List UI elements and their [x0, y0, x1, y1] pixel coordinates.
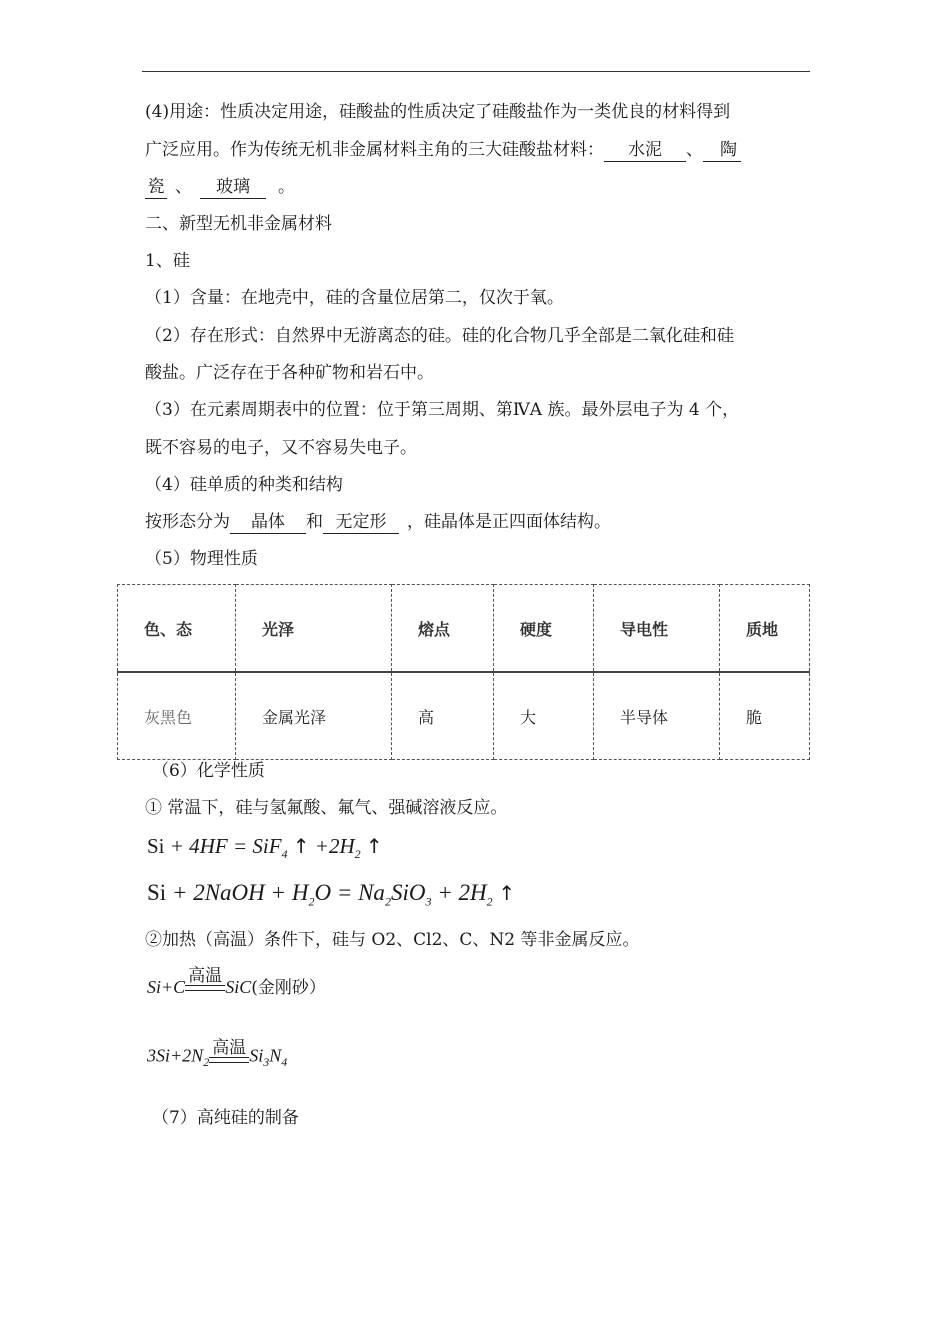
item-content: （1）含量：在地壳中，硅的含量位居第二，仅次于氧。: [145, 288, 564, 308]
condition-label: 高温: [188, 966, 223, 986]
allotropes-prefix: 按形态分为: [145, 512, 230, 532]
item-existence-line-1: （2）存在形式：自然界中无游离态的硅。硅的化合物几乎全部是二氧化硅和硅: [145, 326, 734, 346]
section-2-title: 二、新型无机非金属材料: [145, 214, 332, 234]
item-position-line-2: 既不容易的电子，又不容易失电子。: [145, 438, 417, 458]
condition-label: 高温: [212, 1038, 247, 1058]
header-color-state: 色、态: [118, 585, 236, 673]
cell-color-state: 灰黑色: [118, 672, 236, 760]
header-rule: [142, 71, 810, 72]
use-line-3: [145, 176, 295, 199]
equation-si-naoh: Si + 2NaOH + $H_2O = Na_2SiO_3 + 2H_2$ ↑: [147, 880, 516, 909]
item-chemical-room-temp: ① 常温下，硅与氢氟酸、氟气、强碱溶液反应。: [145, 798, 508, 818]
condition-high-temp: [209, 1039, 249, 1070]
item-position-line-1: （3）在元素周期表中的位置：位于第三周期、第ⅣA 族。最外层电子为 4 个，: [145, 400, 740, 420]
blank-glass: 玻璃: [200, 176, 266, 199]
item-allotropes-detail: [145, 511, 611, 534]
blank-ceramic-a: 陶: [703, 139, 741, 162]
item-high-purity-title: （7）高纯硅的制备: [152, 1108, 299, 1128]
allotropes-and: 和: [306, 512, 323, 532]
separator: 、: [686, 140, 703, 160]
table-header-row: [118, 585, 810, 673]
use-line-2: [145, 139, 741, 162]
physical-properties-table: [117, 584, 810, 760]
condition-high-temp: [185, 967, 225, 998]
equation-si-c: Si+C 高温 SiC(金刚砂）: [147, 966, 326, 998]
header-luster: 光泽: [236, 585, 392, 673]
subsection-silicon-title: 1、硅: [145, 251, 190, 271]
item-chemical-high-temp: ②加热（高温）条件下，硅与 O2、Cl2、C、N2 等非金属反应。: [145, 930, 640, 950]
blank-cement: 水泥: [604, 139, 686, 162]
use-line-1: (4)用途：性质决定用途，硅酸盐的性质决定了硅酸盐作为一类优良的材料得到: [145, 102, 731, 122]
header-conductivity: 导电性: [594, 585, 720, 673]
item-allotropes-title: （4）硅单质的种类和结构: [145, 475, 343, 495]
cell-luster: 金属光泽: [236, 672, 392, 760]
header-hardness: 硬度: [494, 585, 594, 673]
blank-ceramic-b: 瓷: [145, 176, 167, 199]
cell-texture: 脆: [720, 672, 810, 760]
blank-crystal: 晶体: [230, 511, 306, 534]
item-physical-title: （5）物理性质: [145, 549, 258, 569]
period: 。: [278, 177, 295, 197]
cell-hardness: 大: [494, 672, 594, 760]
item-chemical-title: （6）化学性质: [152, 761, 265, 781]
header-melting-point: 熔点: [392, 585, 494, 673]
use-line-2-prefix: 广泛应用。作为传统无机非金属材料主角的三大硅酸盐材料：: [145, 140, 604, 160]
separator: 、: [175, 177, 192, 197]
equation-si-n2: $3Si+2N_2$ 高温 $Si_3N_4$: [147, 1038, 288, 1069]
table-row: [118, 672, 810, 760]
carbide-name: (金刚砂）: [251, 978, 326, 998]
header-texture: 质地: [720, 585, 810, 673]
item-existence-line-2: 酸盐。广泛存在于各种矿物和岩石中。: [145, 363, 434, 383]
allotropes-suffix: ，硅晶体是正四面体结构。: [407, 512, 611, 532]
equation-si-hf: Si + 4HF = SiF$_4$ ↑ $+2H_2$ ↑: [147, 834, 383, 862]
blank-amorphous: 无定形: [323, 511, 399, 534]
cell-conductivity: 半导体: [594, 672, 720, 760]
cell-melting-point: 高: [392, 672, 494, 760]
